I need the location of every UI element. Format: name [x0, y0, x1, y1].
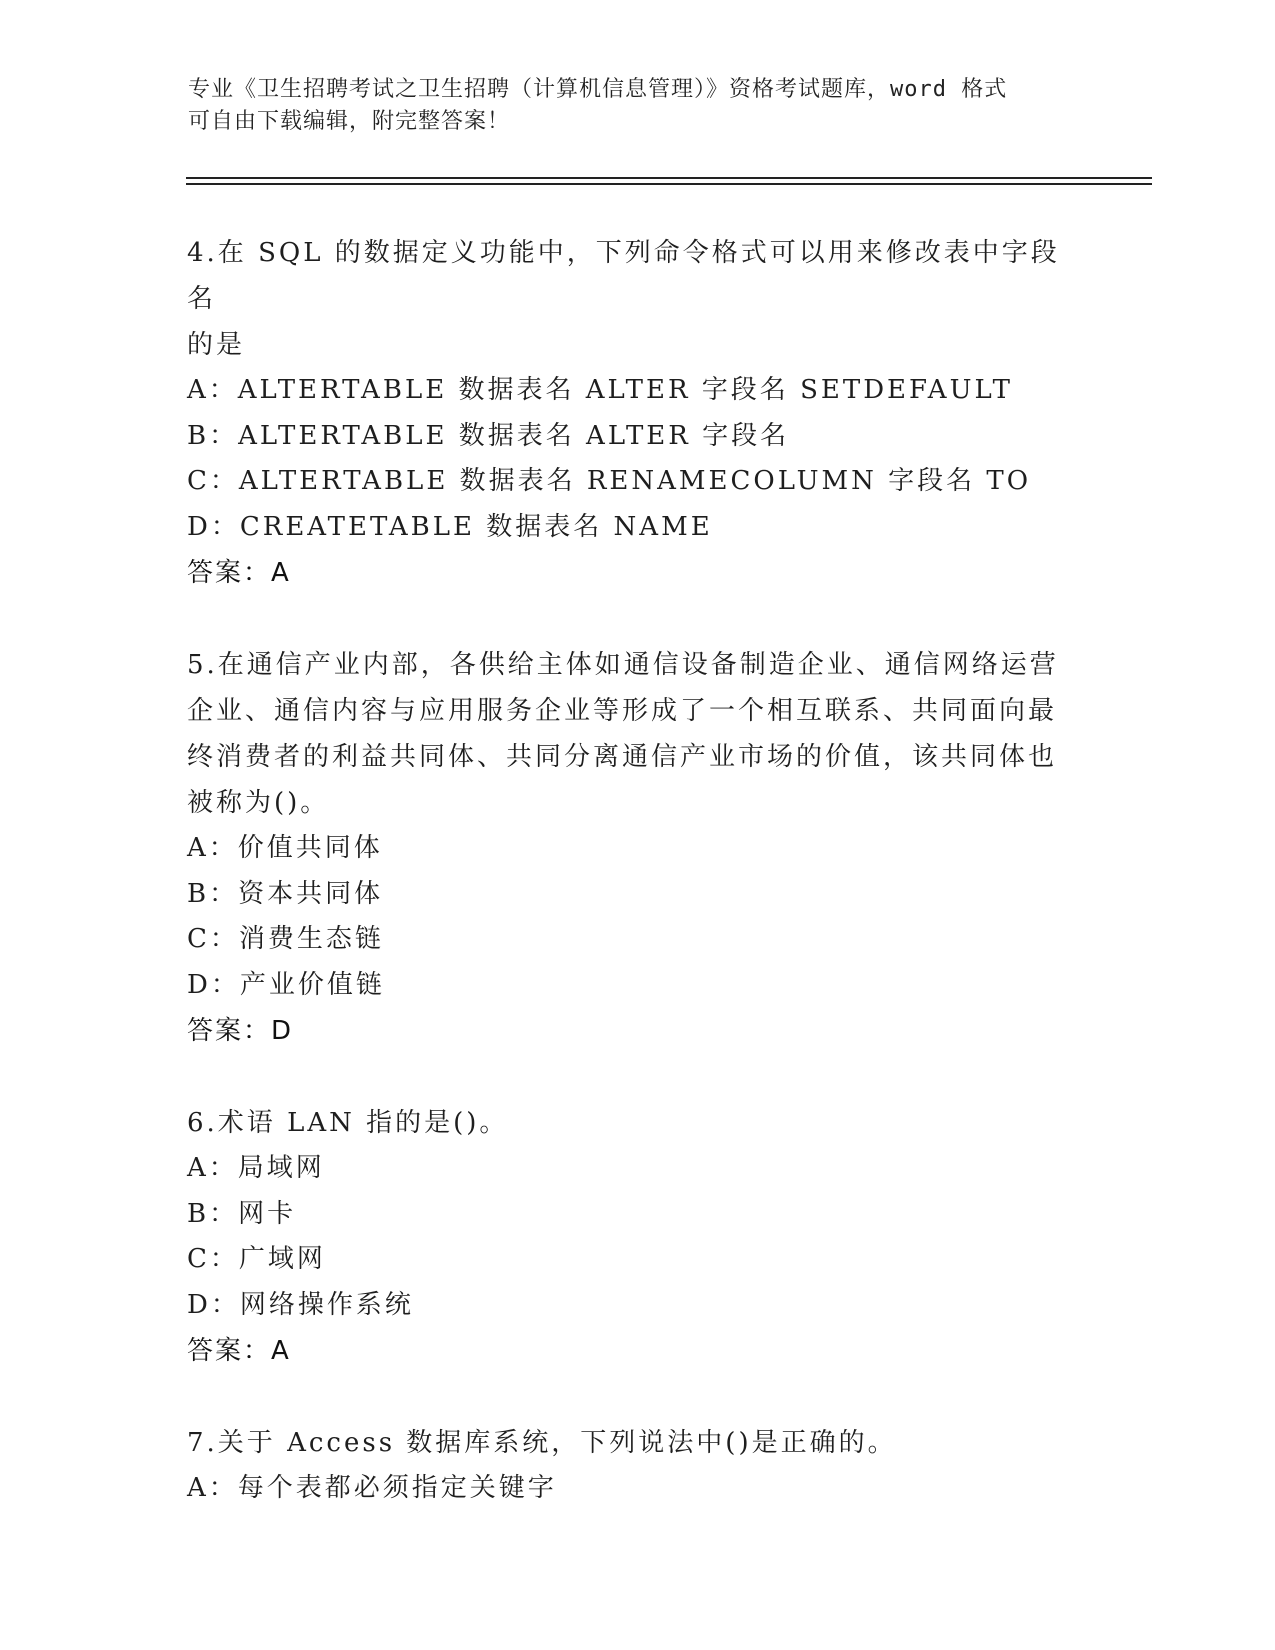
question-stem-line: 被称为()。 — [187, 788, 330, 818]
option-a: A：每个表都必须指定关键字 — [187, 1473, 557, 1503]
question-stem-line: 4.在 SQL 的数据定义功能中，下列命令格式可以用来修改表中字段名 — [187, 238, 1060, 314]
question-7 — [187, 1420, 1087, 1512]
option-b: B：资本共同体 — [187, 878, 384, 909]
question-stem-line: 终消费者的利益共同体、共同分离通信产业市场的价值，该共同体也 — [187, 742, 1058, 772]
question-5 — [187, 642, 1087, 1054]
option-b: B：网卡 — [187, 1198, 297, 1229]
option-d: D：产业价值链 — [187, 969, 385, 1000]
answer: 答案：A — [187, 558, 291, 588]
question-stem-line: 的是 — [187, 330, 246, 360]
answer: 答案：D — [187, 1016, 294, 1046]
option-a: A：ALTERTABLE 数据表名 ALTER 字段名 SETDEFAULT — [187, 375, 1013, 405]
header-divider-top — [186, 177, 1152, 179]
document-header — [188, 74, 1068, 138]
question-stem-line: 6.术语 LAN 指的是()。 — [187, 1108, 509, 1138]
option-b: B：ALTERTABLE 数据表名 ALTER 字段名 — [187, 420, 790, 451]
answer: 答案：A — [187, 1336, 291, 1366]
option-d: D：网络操作系统 — [187, 1289, 414, 1320]
option-c: C：消费生态链 — [187, 924, 384, 954]
header-divider-bottom — [186, 183, 1152, 185]
option-d: D：CREATETABLE 数据表名 NAME — [187, 511, 713, 542]
question-6 — [187, 1100, 1087, 1374]
question-stem-line: 5.在通信产业内部，各供给主体如通信设备制造企业、通信网络运营 — [187, 650, 1059, 680]
question-list — [187, 230, 1087, 1558]
option-a: A：局域网 — [187, 1153, 325, 1183]
option-a: A：价值共同体 — [187, 833, 383, 863]
header-line-2: 可自由下载编辑，附完整答案！ — [188, 109, 511, 134]
question-4 — [187, 230, 1087, 596]
option-c: C：广域网 — [187, 1244, 326, 1274]
option-c: C：ALTERTABLE 数据表名 RENAMECOLUMN 字段名 TO — [187, 466, 1032, 496]
header-line-1: 专业《卫生招聘考试之卫生招聘（计算机信息管理）》资格考试题库，word 格式 — [188, 77, 1008, 102]
question-stem-line: 7.关于 Access 数据库系统，下列说法中()是正确的。 — [187, 1428, 897, 1458]
question-stem-line: 企业、通信内容与应用服务企业等形成了一个相互联系、共同面向最 — [187, 696, 1058, 726]
